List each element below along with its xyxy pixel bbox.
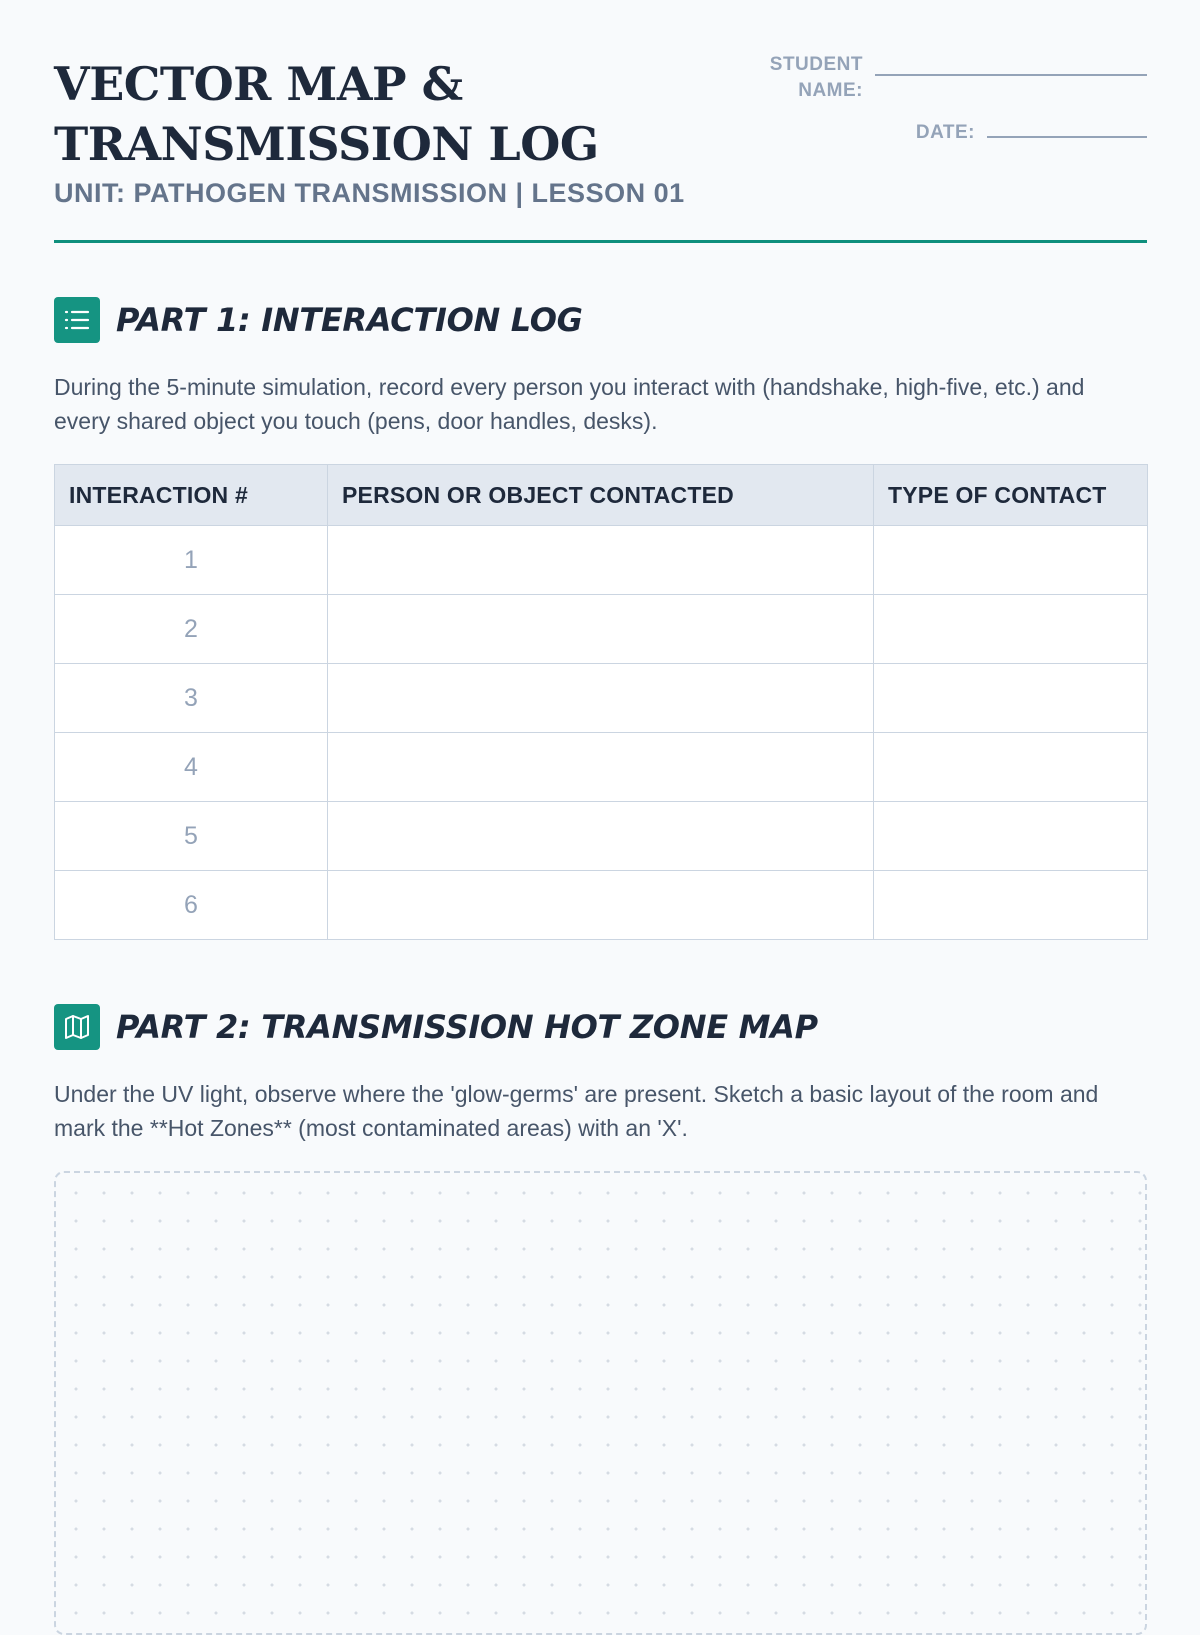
contacted-cell[interactable] [328, 526, 874, 595]
contact-type-cell[interactable] [874, 802, 1148, 871]
interaction-number-cell: 2 [55, 595, 328, 664]
interaction-number-cell: 5 [55, 802, 328, 871]
column-header-type-of-contact: TYPE OF CONTACT [874, 465, 1148, 526]
table-row [55, 871, 1148, 940]
table-row [55, 733, 1148, 802]
student-name-label-line-1: STUDENT [769, 54, 863, 75]
student-info [747, 52, 1147, 162]
interaction-number-cell: 6 [55, 871, 328, 940]
page-title-line-1: VECTOR MAP & [54, 57, 463, 111]
interaction-log-table [54, 464, 1148, 940]
part2-heading [54, 1004, 818, 1050]
contacted-cell[interactable] [328, 664, 874, 733]
date-row [747, 120, 1147, 146]
contact-type-cell[interactable] [874, 526, 1148, 595]
contact-type-cell[interactable] [874, 664, 1148, 733]
contact-type-cell[interactable] [874, 595, 1148, 664]
column-header-interaction-number: INTERACTION # [55, 465, 328, 526]
part2-title: PART 2: TRANSMISSION HOT ZONE MAP [116, 1008, 818, 1046]
table-row [55, 595, 1148, 664]
header-title-block [54, 54, 774, 210]
column-header-person-or-object: PERSON OR OBJECT CONTACTED [328, 465, 874, 526]
hot-zone-sketch-area[interactable] [54, 1171, 1147, 1635]
table-row [55, 664, 1148, 733]
part1-title: PART 1: INTERACTION LOG [116, 301, 583, 339]
contacted-cell[interactable] [328, 802, 874, 871]
interaction-number-cell: 4 [55, 733, 328, 802]
page-title-line-2: TRANSMISSION LOG [54, 117, 599, 171]
table-header-row [55, 465, 1148, 526]
contacted-cell[interactable] [328, 733, 874, 802]
student-name-label [753, 52, 863, 104]
table-row [55, 802, 1148, 871]
interaction-number-cell: 1 [55, 526, 328, 595]
list-icon [54, 297, 100, 343]
page-title [54, 54, 774, 174]
part2-instructions: Under the UV light, observe where the 'glow-germs' are present. Sketch a basic layout of the room and mark the **Hot Zones** (most contaminated areas) with an 'X'. [54, 1081, 1099, 1141]
interaction-number-cell: 3 [55, 664, 328, 733]
contact-type-cell[interactable] [874, 733, 1148, 802]
date-field[interactable] [987, 136, 1147, 138]
contacted-cell[interactable] [328, 871, 874, 940]
student-name-row [747, 52, 1147, 104]
unit-subtitle: UNIT: PATHOGEN TRANSMISSION | LESSON 01 [54, 178, 685, 208]
map-icon [54, 1004, 100, 1050]
part1-instructions: During the 5-minute simulation, record every person you interact with (handshake, high-five, etc.) and every shared object you touch (pens, door handles, desks). [54, 374, 1085, 434]
student-name-field[interactable] [875, 74, 1147, 76]
table-row [55, 526, 1148, 595]
student-name-label-line-2: NAME: [798, 80, 863, 101]
date-label: DATE: [915, 122, 975, 143]
part1-heading [54, 297, 583, 343]
contacted-cell[interactable] [328, 595, 874, 664]
contact-type-cell[interactable] [874, 871, 1148, 940]
header-divider [54, 240, 1147, 243]
